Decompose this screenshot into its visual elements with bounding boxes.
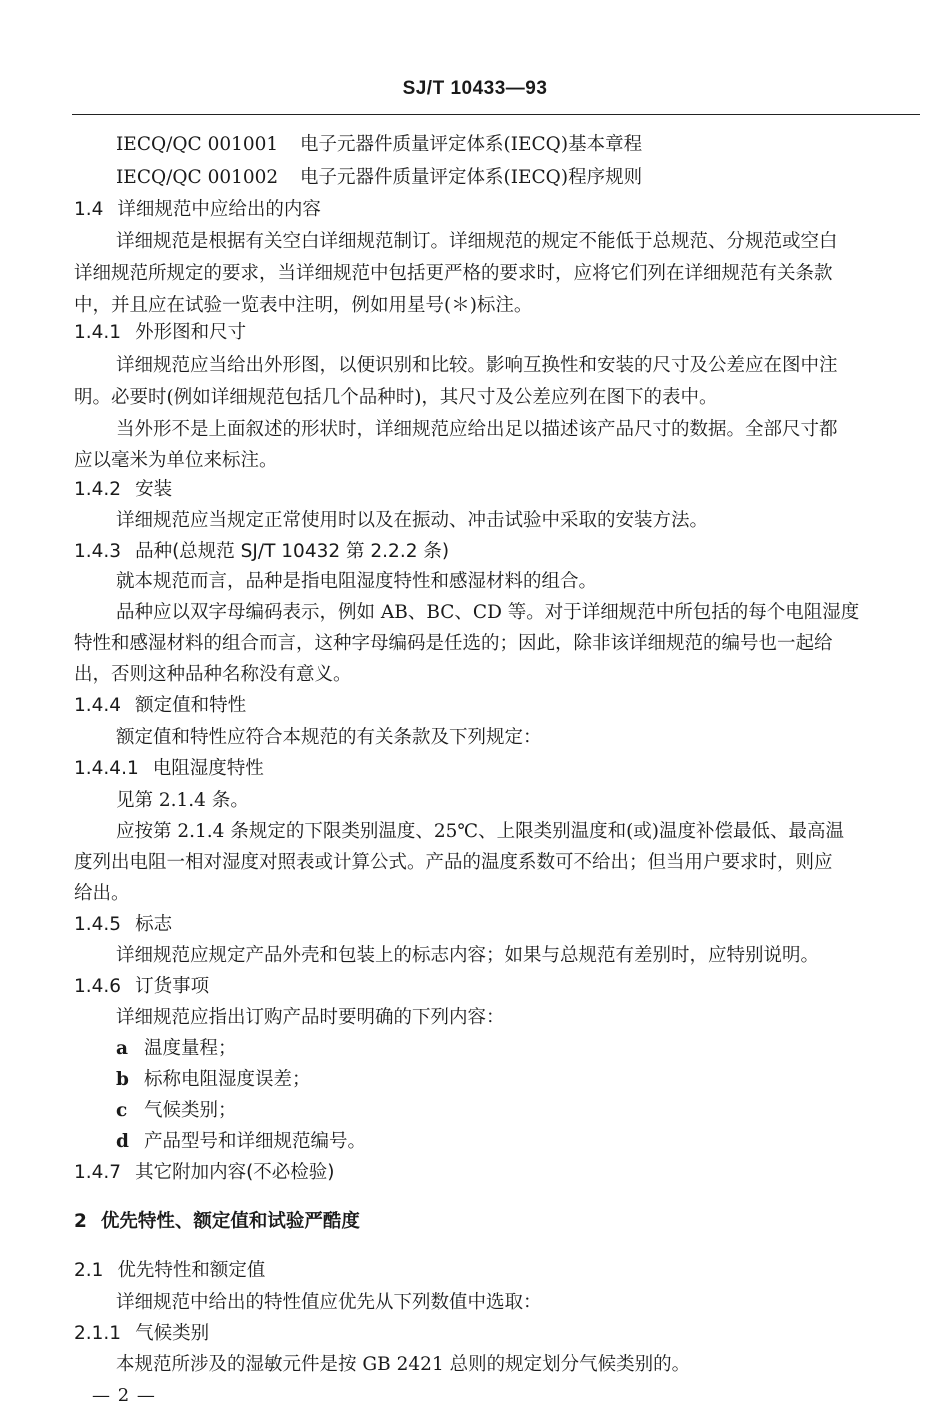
paragraph-line: 详细规范应指出订购产品时要明确的下列内容：	[116, 1007, 505, 1028]
paragraph-line: 应以毫米为单位来标注。	[74, 450, 278, 471]
page-header: SJ/T 10433—93	[402, 78, 548, 99]
section-heading-1-4-7: 1.4.7 其它附加内容(不必检验)	[74, 1162, 335, 1183]
list-item: d 产品型号和详细规范编号。	[116, 1131, 367, 1152]
paragraph-line: 详细规范中给出的特性值应优先从下列数值中选取：	[116, 1292, 542, 1313]
section-heading-1-4-6: 1.4.6 订货事项	[74, 976, 210, 997]
section-heading-1-4-5: 1.4.5 标志	[74, 914, 173, 935]
paragraph-line: 详细规范应当规定正常使用时以及在振动、冲击试验中采取的安装方法。	[116, 510, 709, 531]
paragraph-line: 额定值和特性应符合本规范的有关条款及下列规定：	[116, 727, 542, 748]
paragraph-line: 当外形不是上面叙述的形状时，详细规范应给出足以描述该产品尺寸的数据。全部尺寸都	[116, 419, 838, 440]
page-number: — 2 —	[92, 1385, 156, 1406]
paragraph-line: 详细规范所规定的要求，当详细规范中包括更严格的要求时，应将它们列在详细规范有关条款	[74, 263, 833, 284]
section-heading-1-4-3: 1.4.3 品种(总规范 SJ/T 10432 第 2.2.2 条)	[74, 541, 450, 562]
paragraph-line: 详细规范是根据有关空白详细规范制订。详细规范的规定不能低于总规范、分规范或空白	[116, 231, 838, 252]
section-heading-2: 2 优先特性、额定值和试验严酷度	[74, 1211, 360, 1232]
section-heading-1-4-1: 1.4.1 外形图和尺寸	[74, 322, 247, 343]
paragraph-line: 给出。	[74, 883, 130, 904]
section-heading-1-4-4: 1.4.4 额定值和特性	[74, 695, 247, 716]
paragraph-line: 本规范所涉及的湿敏元件是按 GB 2421 总则的规定划分气候类别的。	[116, 1354, 691, 1375]
paragraph-line: 出，否则这种品种名称没有意义。	[74, 664, 352, 685]
paragraph-line: 中，并且应在试验一览表中注明，例如用星号(＊)标注。	[74, 295, 533, 316]
paragraph-line: 详细规范应规定产品外壳和包装上的标志内容；如果与总规范有差别时，应特别说明。	[116, 945, 820, 966]
paragraph-line: 明。必要时(例如详细规范包括几个品种时)，其尺寸及公差应列在图下的表中。	[74, 387, 718, 408]
paragraph-line: 见第 2.1.4 条。	[116, 790, 249, 811]
paragraph-line: 应按第 2.1.4 条规定的下限类别温度、25℃、上限类别温度和(或)温度补偿最低、最高温	[116, 821, 845, 842]
paragraph-line: 详细规范应当给出外形图，以便识别和比较。影响互换性和安装的尺寸及公差应在图中注	[116, 355, 838, 376]
list-item: c 气候类别；	[116, 1100, 237, 1121]
section-heading-1-4: 1.4 详细规范中应给出的内容	[74, 199, 321, 220]
section-heading-2-1-1: 2.1.1 气候类别	[74, 1323, 210, 1344]
header-rule	[72, 114, 920, 115]
paragraph-line: 特性和感湿材料的组合而言，这种字母编码是任选的；因此，除非该详细规范的编号也一起给	[74, 633, 833, 654]
list-item: b 标称电阻湿度误差；	[116, 1069, 311, 1090]
paragraph-line: 就本规范而言，品种是指电阻湿度特性和感湿材料的组合。	[116, 571, 598, 592]
section-heading-1-4-4-1: 1.4.4.1 电阻湿度特性	[74, 758, 264, 779]
section-heading-1-4-2: 1.4.2 安装	[74, 479, 173, 500]
section-heading-2-1: 2.1 优先特性和额定值	[74, 1260, 266, 1281]
reference-item: IECQ/QC 001002 电子元器件质量评定体系(IECQ)程序规则	[116, 167, 643, 188]
paragraph-line: 度列出电阻一相对湿度对照表或计算公式。产品的温度系数可不给出；但当用户要求时，则应	[74, 852, 833, 873]
paragraph-line: 品种应以双字母编码表示，例如 AB、BC、CD 等。对于详细规范中所包括的每个电阻湿度	[116, 602, 860, 623]
list-item: a 温度量程；	[116, 1038, 237, 1059]
reference-item: IECQ/QC 001001 电子元器件质量评定体系(IECQ)基本章程	[116, 134, 643, 155]
